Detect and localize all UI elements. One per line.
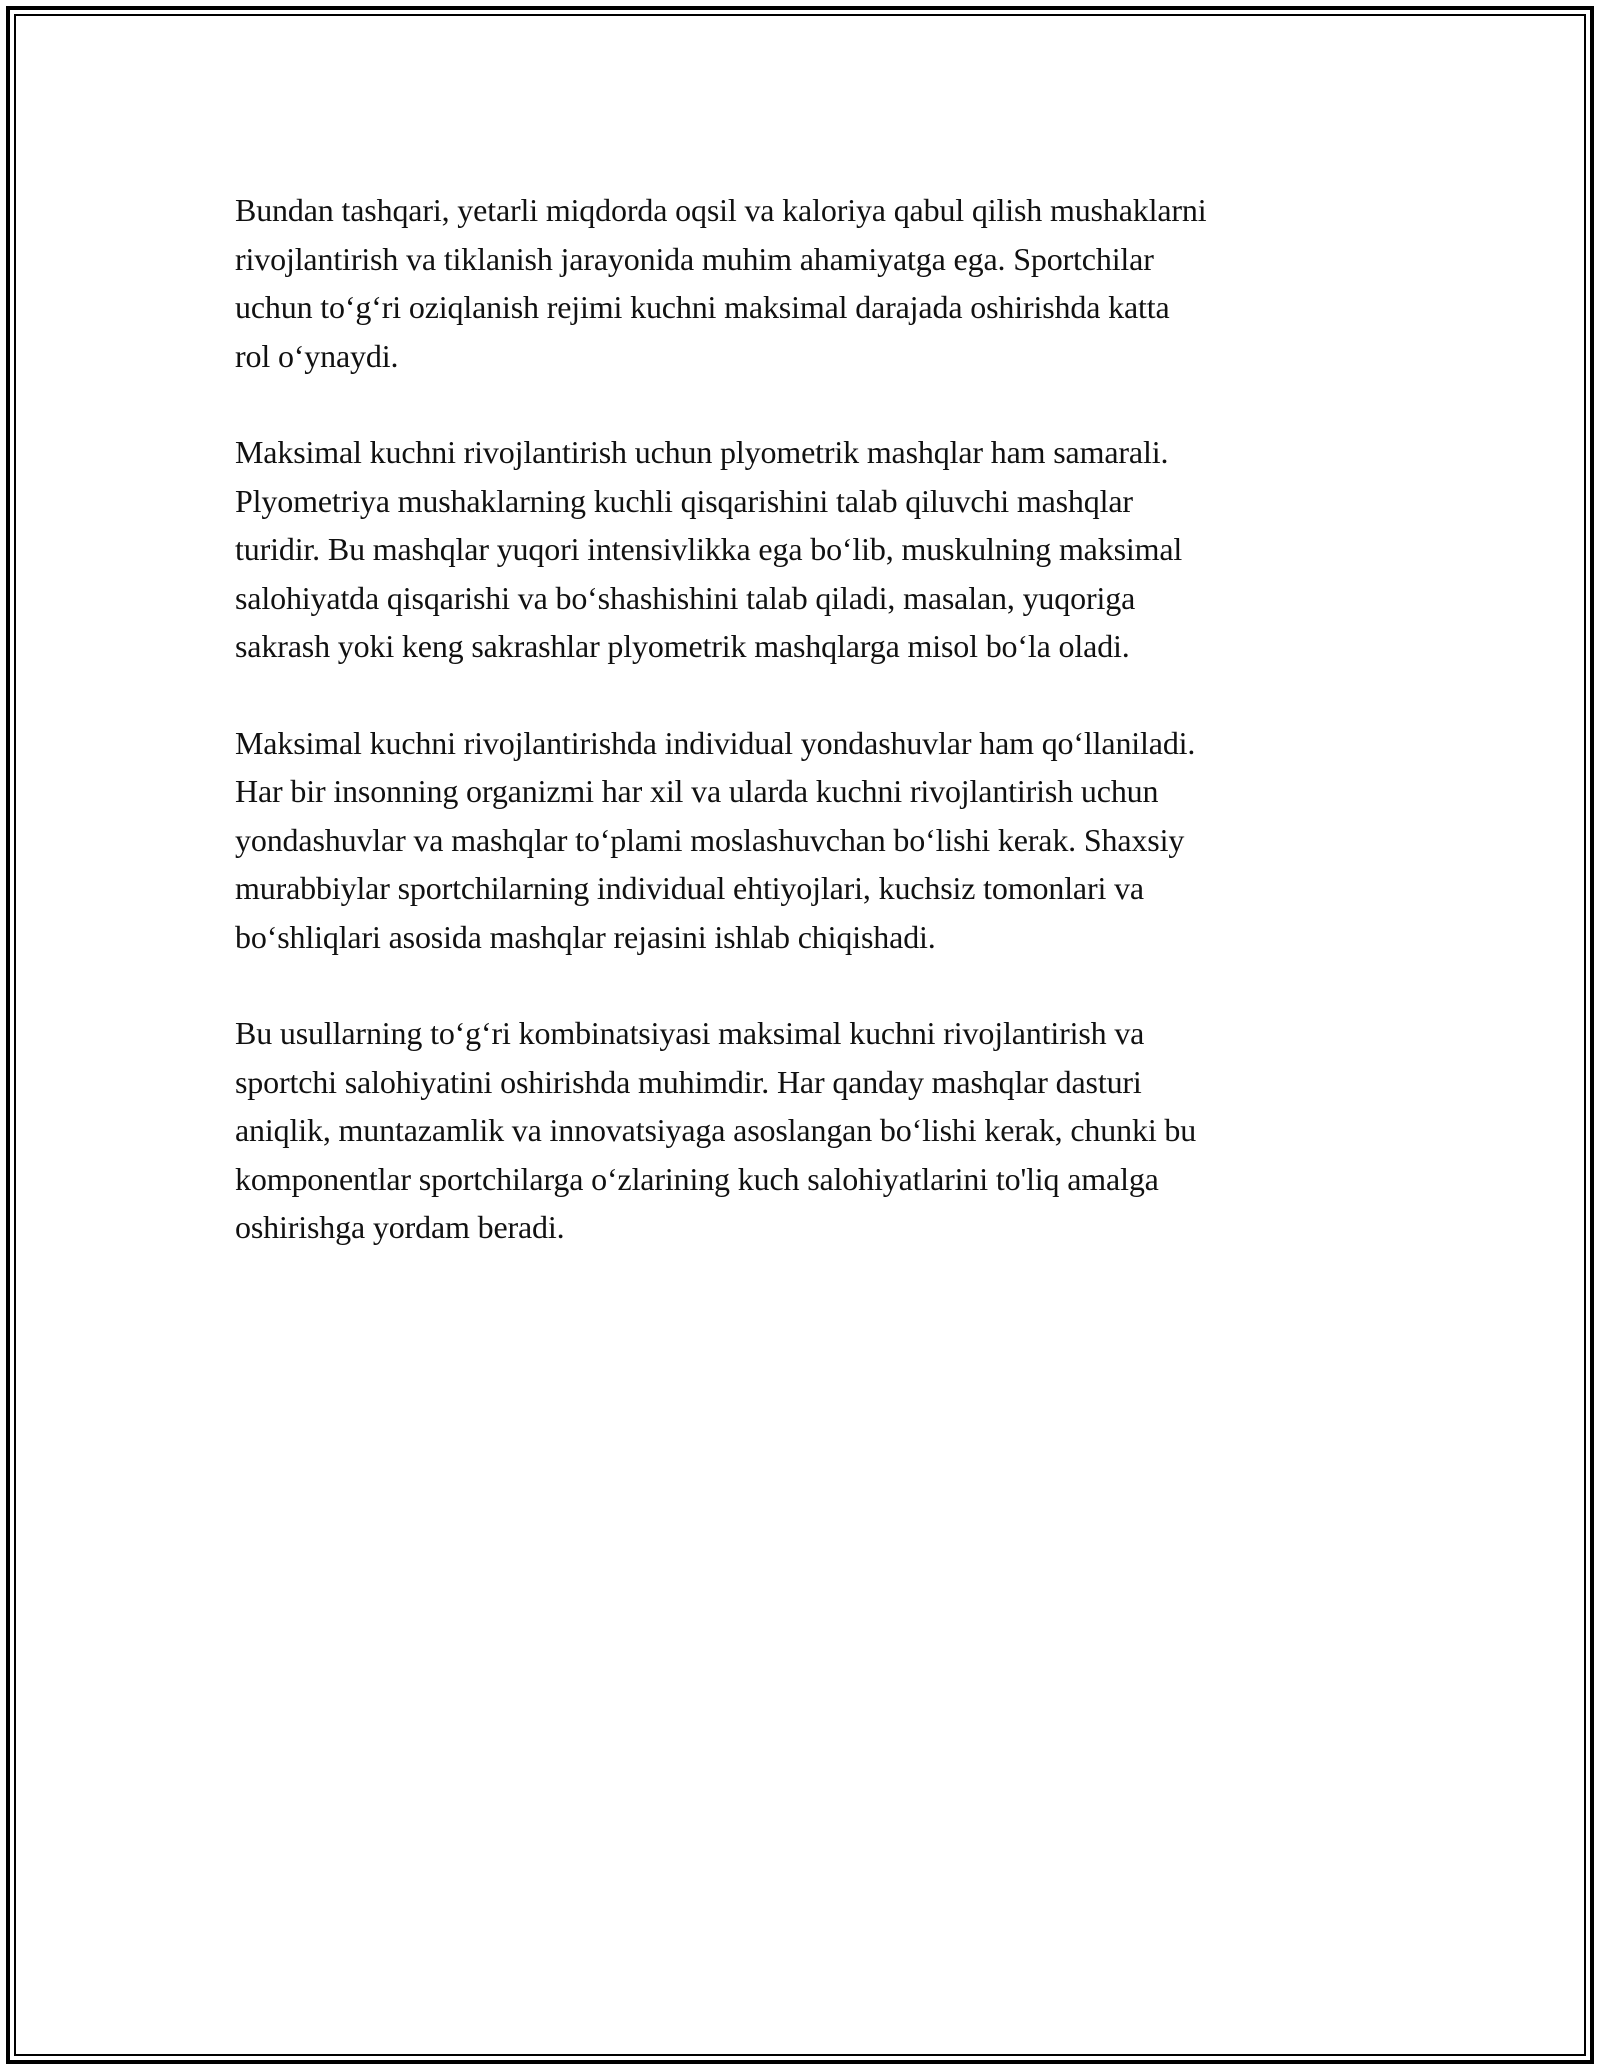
text-line: uchun to‘g‘ri oziqlanish rejimi kuchni maksimal darajada oshirishda katta	[235, 289, 1170, 325]
text-line: komponentlar sportchilarga o‘zlarining kuch salohiyatlarini to'liq amalga	[235, 1160, 1159, 1197]
text-line: murabbiylar sportchilarning individual ehtiyojlari, kuchsiz tomonlari va	[235, 870, 1144, 906]
text-line: salohiyatda qisqarishi va bo‘shashishini talab qiladi, masalan, yuqoriga	[235, 579, 1136, 616]
text-line: sportchi salohiyatini oshirishda muhimdir. Har qanday mashqlar dasturi	[235, 1063, 1142, 1100]
text-line: rivojlantirish va tiklanish jarayonida muhim ahamiyatga ega. Sportchilar	[235, 240, 1154, 277]
paragraph-conclusion	[235, 1009, 1370, 1252]
text-line: bo‘shliqlari asosida mashqlar rejasini ishlab chiqishadi.	[235, 918, 936, 955]
text-line: Maksimal kuchni rivojlantirish uchun plyometrik mashqlar ham samarali.	[235, 434, 1169, 470]
paragraph-plyometrics	[235, 428, 1370, 671]
document-body	[235, 186, 1370, 1300]
text-line: turidir. Bu mashqlar yuqori intensivlikka ega bo‘lib, muskulning maksimal	[235, 531, 1183, 567]
paragraph-nutrition	[235, 186, 1370, 380]
text-line: oshirishga yordam beradi.	[235, 1209, 565, 1245]
text-line: yondashuvlar va mashqlar to‘plami moslashuvchan bo‘lishi kerak. Shaxsiy	[235, 821, 1185, 858]
text-line: Har bir insonning organizmi har xil va ularda kuchni rivojlantirish uchun	[235, 773, 1159, 809]
text-line: Bundan tashqari, yetarli miqdorda oqsil va kaloriya qabul qilish mushaklarni	[235, 192, 1207, 228]
paragraph-individual-approach	[235, 719, 1370, 962]
text-line: aniqlik, muntazamlik va innovatsiyaga asoslangan bo‘lishi kerak, chunki bu	[235, 1112, 1197, 1148]
text-line: Maksimal kuchni rivojlantirishda individual yondashuvlar ham qo‘llaniladi.	[235, 724, 1196, 761]
text-line: rol o‘ynaydi.	[235, 337, 399, 374]
text-line: sakrash yoki keng sakrashlar plyometrik mashqlarga misol bo‘la oladi.	[235, 628, 1130, 664]
text-line: Plyometriya mushaklarning kuchli qisqarishini talab qiluvchi mashqlar	[235, 482, 1133, 519]
text-line: Bu usullarning to‘g‘ri kombinatsiyasi maksimal kuchni rivojlantirish va	[235, 1015, 1145, 1051]
